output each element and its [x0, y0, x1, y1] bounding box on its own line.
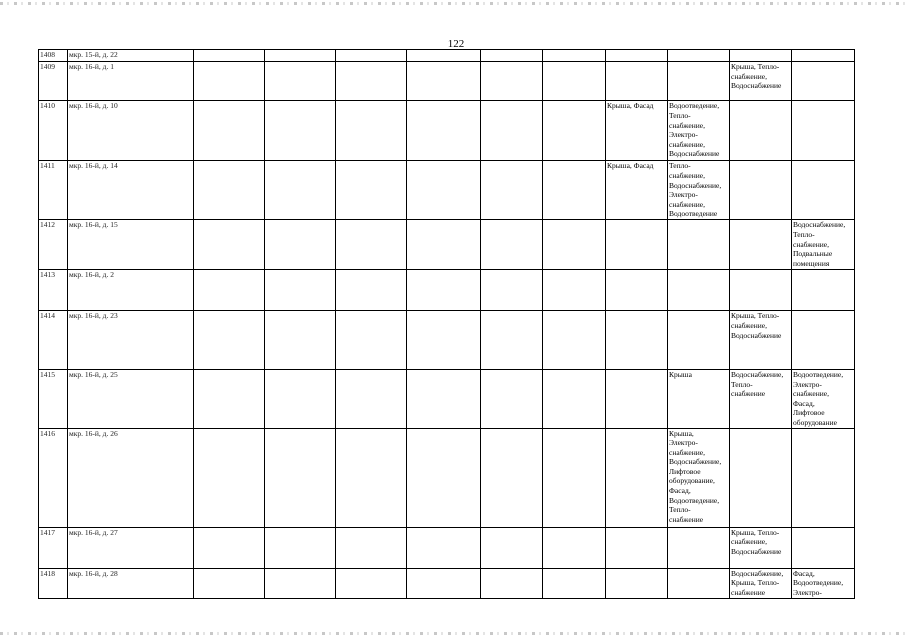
- table-row: [39, 50, 855, 62]
- row-number: 1415: [39, 369, 68, 428]
- work-cell-c9: [668, 50, 730, 62]
- work-cell-c8: [606, 311, 668, 370]
- work-cell-c10: Крыша, Тепло- снабжение, Водоснабжение: [730, 62, 792, 101]
- table-row: [39, 369, 855, 428]
- empty-cell: [481, 220, 543, 270]
- row-number: 1413: [39, 270, 68, 311]
- empty-cell: [543, 220, 606, 270]
- empty-cell: [481, 369, 543, 428]
- empty-cell: [265, 568, 336, 598]
- empty-cell: [336, 428, 407, 527]
- empty-cell: [336, 220, 407, 270]
- empty-cell: [336, 270, 407, 311]
- work-cell-c9: Водоотведение, Тепло- снабжение, Электро- снабжение, Водоснабжение: [668, 101, 730, 161]
- work-cell-c10: Крыша, Тепло- снабжение, Водоснабжение: [730, 527, 792, 568]
- empty-cell: [481, 270, 543, 311]
- row-number: 1418: [39, 568, 68, 598]
- empty-cell: [481, 50, 543, 62]
- page-number: 122: [447, 38, 465, 50]
- empty-cell: [265, 62, 336, 101]
- empty-cell: [194, 527, 265, 568]
- empty-cell: [336, 101, 407, 161]
- empty-cell: [407, 101, 481, 161]
- empty-cell: [407, 161, 481, 220]
- work-cell-c9: [668, 568, 730, 598]
- empty-cell: [194, 62, 265, 101]
- work-cell-c11: [792, 527, 855, 568]
- row-number: 1414: [39, 311, 68, 370]
- empty-cell: [481, 101, 543, 161]
- work-cell-c9: [668, 270, 730, 311]
- row-number: 1412: [39, 220, 68, 270]
- empty-cell: [336, 369, 407, 428]
- empty-cell: [481, 568, 543, 598]
- work-cell-c11: [792, 161, 855, 220]
- empty-cell: [481, 62, 543, 101]
- scan-edge-bottom: [0, 632, 905, 635]
- work-cell-c8: [606, 369, 668, 428]
- empty-cell: [407, 568, 481, 598]
- work-cell-c11: [792, 270, 855, 311]
- row-address: мкр. 16-й, д. 1: [68, 62, 194, 101]
- work-cell-c10: [730, 161, 792, 220]
- row-number: 1408: [39, 50, 68, 62]
- empty-cell: [194, 101, 265, 161]
- empty-cell: [265, 50, 336, 62]
- empty-cell: [194, 568, 265, 598]
- empty-cell: [194, 270, 265, 311]
- table-row: [39, 527, 855, 568]
- row-address: мкр. 16-й, д. 23: [68, 311, 194, 370]
- row-number: 1416: [39, 428, 68, 527]
- work-cell-c11: [792, 50, 855, 62]
- work-cell-c8: [606, 62, 668, 101]
- empty-cell: [481, 527, 543, 568]
- scan-edge-top: [0, 2, 905, 5]
- table-row: [39, 428, 855, 527]
- empty-cell: [481, 428, 543, 527]
- work-cell-c11: [792, 101, 855, 161]
- row-address: мкр. 15-й, д. 22: [68, 50, 194, 62]
- empty-cell: [543, 369, 606, 428]
- empty-cell: [194, 428, 265, 527]
- empty-cell: [543, 311, 606, 370]
- work-cell-c11: Водоснабжение, Тепло- снабжение, Подвальные помещения: [792, 220, 855, 270]
- empty-cell: [543, 62, 606, 101]
- empty-cell: [407, 311, 481, 370]
- empty-cell: [336, 62, 407, 101]
- empty-cell: [543, 527, 606, 568]
- empty-cell: [265, 270, 336, 311]
- empty-cell: [543, 101, 606, 161]
- row-address: мкр. 16-й, д. 2: [68, 270, 194, 311]
- empty-cell: [336, 527, 407, 568]
- work-cell-c8: Крыша, Фасад: [606, 161, 668, 220]
- empty-cell: [407, 220, 481, 270]
- work-cell-c8: [606, 428, 668, 527]
- work-cell-c11: Фасад, Водоотведение, Электро-: [792, 568, 855, 598]
- work-cell-c11: Водоотведение, Электро- снабжение, Фасад, Лифтовое оборудование: [792, 369, 855, 428]
- work-cell-c10: Водоснабжение, Тепло- снабжение: [730, 369, 792, 428]
- empty-cell: [194, 161, 265, 220]
- work-cell-c10: Крыша, Тепло- снабжение, Водоснабжение: [730, 311, 792, 370]
- row-address: мкр. 16-й, д. 25: [68, 369, 194, 428]
- table-row: [39, 311, 855, 370]
- empty-cell: [265, 428, 336, 527]
- work-cell-c10: [730, 50, 792, 62]
- row-address: мкр. 16-й, д. 27: [68, 527, 194, 568]
- empty-cell: [265, 101, 336, 161]
- empty-cell: [543, 270, 606, 311]
- table-row: [39, 161, 855, 220]
- row-address: мкр. 16-й, д. 15: [68, 220, 194, 270]
- work-cell-c11: [792, 428, 855, 527]
- empty-cell: [194, 369, 265, 428]
- row-address: мкр. 16-й, д. 26: [68, 428, 194, 527]
- empty-cell: [543, 428, 606, 527]
- work-cell-c10: [730, 428, 792, 527]
- row-number: 1409: [39, 62, 68, 101]
- work-cell-c9: [668, 62, 730, 101]
- table-row: [39, 101, 855, 161]
- work-cell-c8: [606, 568, 668, 598]
- work-cell-c8: [606, 527, 668, 568]
- empty-cell: [407, 428, 481, 527]
- empty-cell: [265, 311, 336, 370]
- work-cell-c11: [792, 62, 855, 101]
- work-cell-c10: [730, 101, 792, 161]
- empty-cell: [194, 50, 265, 62]
- work-cell-c10: [730, 270, 792, 311]
- work-cell-c9: [668, 311, 730, 370]
- empty-cell: [407, 62, 481, 101]
- empty-cell: [336, 311, 407, 370]
- empty-cell: [543, 50, 606, 62]
- empty-cell: [265, 369, 336, 428]
- repair-schedule-table: [38, 49, 855, 599]
- empty-cell: [407, 527, 481, 568]
- work-cell-c8: [606, 50, 668, 62]
- work-cell-c8: [606, 270, 668, 311]
- empty-cell: [481, 161, 543, 220]
- work-cell-c9: Тепло- снабжение, Водоснабжение, Электро- снабжение, Водоотведение: [668, 161, 730, 220]
- work-cell-c9: Крыша, Электро- снабжение, Водоснабжение, Лифтовое оборудование, Фасад, Водоотведение, Тепло- снабжение: [668, 428, 730, 527]
- empty-cell: [265, 527, 336, 568]
- empty-cell: [194, 220, 265, 270]
- empty-cell: [265, 220, 336, 270]
- row-address: мкр. 16-й, д. 14: [68, 161, 194, 220]
- table-row: [39, 270, 855, 311]
- empty-cell: [336, 50, 407, 62]
- table-row: [39, 568, 855, 598]
- work-cell-c8: Крыша, Фасад: [606, 101, 668, 161]
- work-cell-c9: Крыша: [668, 369, 730, 428]
- empty-cell: [194, 311, 265, 370]
- row-number: 1417: [39, 527, 68, 568]
- table-row: [39, 220, 855, 270]
- empty-cell: [265, 161, 336, 220]
- work-cell-c11: [792, 311, 855, 370]
- work-cell-c10: Водоснабжение, Крыша, Тепло- снабжение: [730, 568, 792, 598]
- empty-cell: [336, 161, 407, 220]
- table-row: [39, 62, 855, 101]
- row-address: мкр. 16-й, д. 28: [68, 568, 194, 598]
- empty-cell: [543, 568, 606, 598]
- empty-cell: [336, 568, 407, 598]
- row-number: 1410: [39, 101, 68, 161]
- empty-cell: [543, 161, 606, 220]
- row-number: 1411: [39, 161, 68, 220]
- work-cell-c9: [668, 527, 730, 568]
- empty-cell: [481, 311, 543, 370]
- empty-cell: [407, 369, 481, 428]
- empty-cell: [407, 270, 481, 311]
- work-cell-c9: [668, 220, 730, 270]
- work-cell-c8: [606, 220, 668, 270]
- work-cell-c10: [730, 220, 792, 270]
- table-body: [39, 50, 855, 599]
- empty-cell: [407, 50, 481, 62]
- row-address: мкр. 16-й, д. 10: [68, 101, 194, 161]
